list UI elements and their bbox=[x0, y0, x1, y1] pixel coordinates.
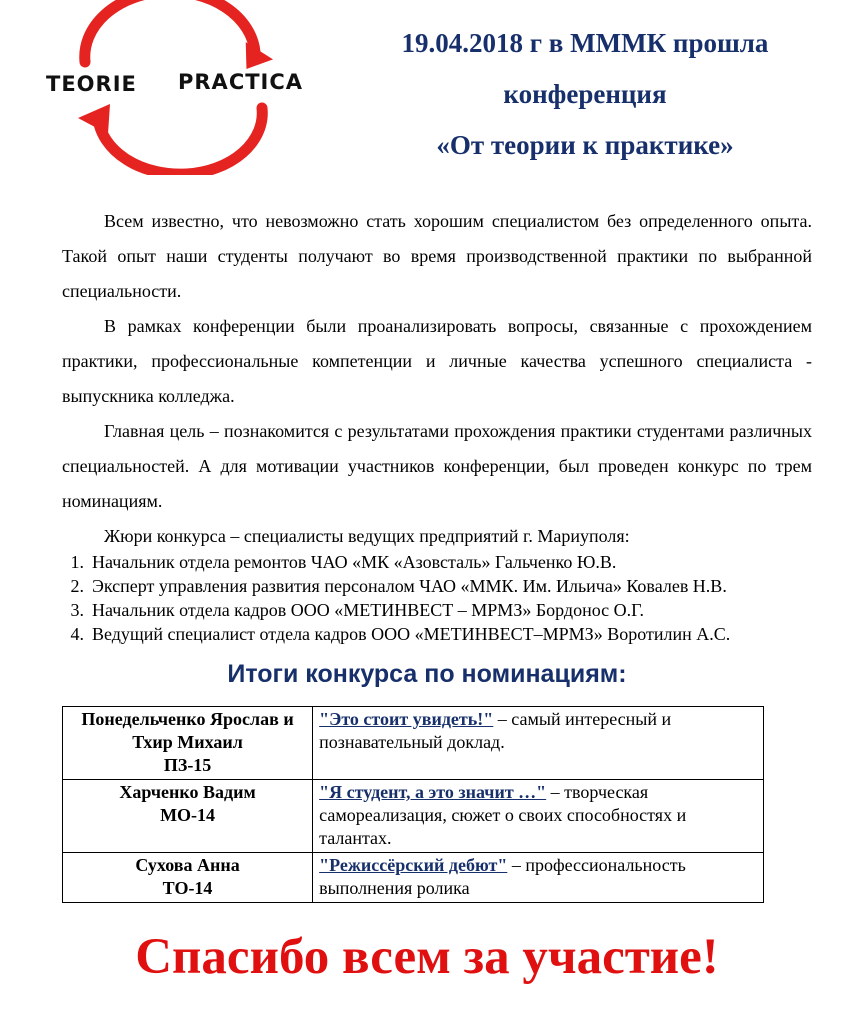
nomination-title: "Режиссёрский дебют" bbox=[319, 855, 508, 875]
winner-cell bbox=[63, 780, 313, 853]
thanks-message: Спасибо всем за участие! bbox=[135, 929, 719, 985]
nomination-description: – творческая самореализация, сюжет о своих способностях и талантах. bbox=[319, 782, 687, 848]
paragraph-intro: Всем известно, что невозможно стать хорошим специалистом без определенного опыта. Такой опыт наши студенты получают во время производственной практики по выбранной специальности. bbox=[62, 211, 812, 301]
list-item-number: 3. bbox=[70, 600, 84, 620]
list-item bbox=[62, 574, 822, 598]
logo-word-practica: PRACTICA bbox=[178, 70, 304, 94]
winner-name: Понедельченко Ярослав и Тхир Михаил bbox=[81, 709, 294, 752]
nomination-description: – профессиональность выполнения ролика bbox=[319, 855, 686, 898]
table-row bbox=[63, 707, 764, 780]
winner-name: Харченко Вадим bbox=[119, 782, 256, 802]
list-item bbox=[62, 622, 822, 646]
list-item bbox=[62, 550, 822, 574]
winner-cell bbox=[63, 707, 313, 780]
list-item-text: Начальник отдела кадров ООО «МЕТИНВЕСТ – МРМЗ» Бордонос О.Г. bbox=[92, 600, 645, 620]
list-item bbox=[62, 598, 822, 622]
teorie-practica-logo bbox=[40, 0, 310, 175]
paragraph-goal: Главная цель – познакомится с результатами прохождения практики студентами различных специальностей. А для мотивации участников конференции, был проведен конкурс по трем номинациям. bbox=[62, 421, 812, 511]
table-row bbox=[63, 780, 764, 853]
winner-group: ПЗ-15 bbox=[163, 755, 212, 775]
nomination-description: – самый интересный и познавательный доклад. bbox=[319, 709, 672, 752]
paragraph-jury-intro: Жюри конкурса – специалисты ведущих предприятий г. Мариуполя: bbox=[104, 526, 630, 546]
results-heading: Итоги конкурса по номинациям: bbox=[227, 660, 627, 688]
nomination-cell bbox=[313, 707, 764, 780]
nomination-cell bbox=[313, 780, 764, 853]
page-title bbox=[340, 18, 830, 171]
paragraph-conference: В рамках конференции были проанализировать вопросы, связанные с прохождением практики, профессиональные компетенции и личные качества успешного специалиста - выпускника колледжа. bbox=[62, 316, 812, 406]
jury-list bbox=[62, 550, 822, 646]
table-row bbox=[63, 853, 764, 903]
list-item-text: Эксперт управления развития персоналом ЧАО «ММК. Им. Ильича» Ковалев Н.В. bbox=[92, 576, 727, 596]
results-table bbox=[62, 706, 764, 903]
article-body bbox=[62, 204, 812, 554]
nomination-cell bbox=[313, 853, 764, 903]
list-item-number: 2. bbox=[70, 576, 84, 596]
list-item-text: Начальник отдела ремонтов ЧАО «МК «Азовсталь» Гальченко Ю.В. bbox=[92, 552, 617, 572]
winner-group: ТО-14 bbox=[162, 878, 213, 898]
list-item-number: 4. bbox=[70, 624, 84, 644]
title-line-1: 19.04.2018 г в МММК прошла bbox=[401, 28, 769, 58]
winner-group: МО-14 bbox=[160, 805, 216, 825]
winner-name: Сухова Анна bbox=[135, 855, 240, 875]
title-line-2: конференция bbox=[503, 79, 667, 109]
list-item-number: 1. bbox=[70, 552, 84, 572]
title-line-3: «От теории к практике» bbox=[436, 130, 734, 160]
logo-word-teorie: TEORIE bbox=[46, 72, 137, 96]
nomination-title: "Это стоит увидеть!" bbox=[319, 709, 494, 729]
list-item-text: Ведущий специалист отдела кадров ООО «МЕТИНВЕСТ–МРМЗ» Воротилин А.С. bbox=[92, 624, 731, 644]
nomination-title: "Я студент, а это значит …" bbox=[319, 782, 547, 802]
winner-cell bbox=[63, 853, 313, 903]
